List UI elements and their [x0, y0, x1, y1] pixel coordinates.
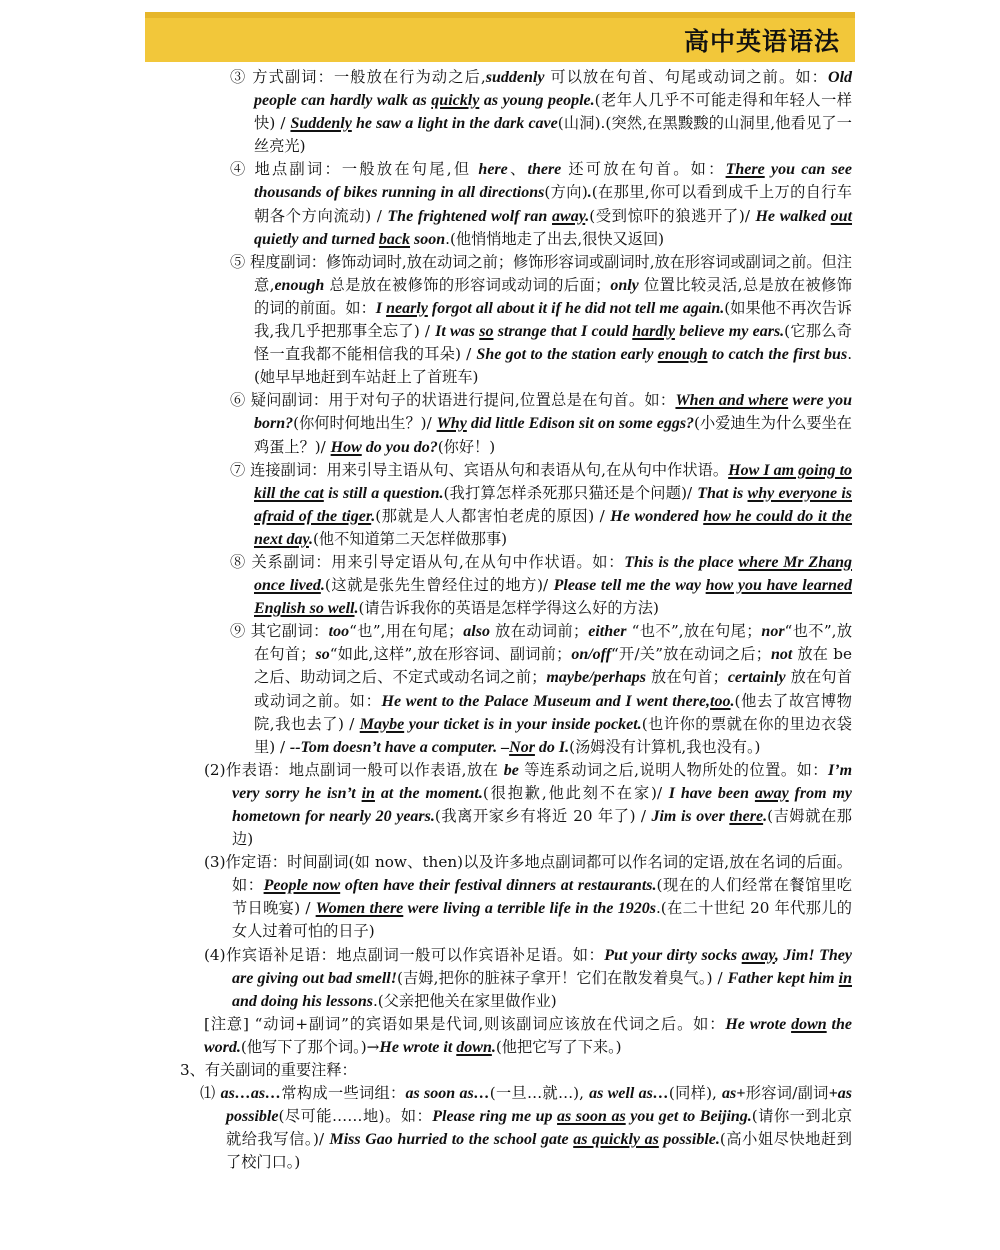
header-shade — [145, 12, 855, 18]
paragraph-as-as-phrases: ⑴ as…as…常构成一些词组：as soon as…(一旦…就…), as well as…(同样), as+形容词/副词+as possible(尽可能……地)。如：Please ring me up as soon as you get to Beijing.(请你一到北京就给我写信。)/ Miss Gao hurried to the school gate as quickly as possible.(高小姐尽快地赶到了校门口。) — [200, 1084, 853, 1172]
note-paragraph: [注意] “动词+副词”的宾语如果是代词,则该副词应该放在代词之后。如：He wrote down the word.(他写下了那个词。)→He wrote it down.(他把它写了下来。) — [204, 1014, 853, 1056]
section-predicative: (2)作表语：地点副词一般可以作表语,放在 be 等连系动词之后,说明人物所处的位置。如：I’m very sorry he isn’t in at the moment.(很抱歉,他此刻不在家)/ I have been away from my hometown for nearly 20 years.(我离开家乡有将近 20 年了) / Jim is over there.(吉姆就在那边) — [204, 760, 853, 849]
document-body — [180, 66, 852, 1175]
paragraph-place-adverbs: ④ 地点副词：一般放在句尾,但 here、there 还可放在句首。如：There you can see thousands of bikes running in all directions(方向).(在那里,你可以看到成千上万的自行车朝各个方向流动) / The frightened wolf ran away.(受到惊吓的狼逃开了)/ He walked out quietly and turned back soon.(他悄悄地走了出去,很快又返回) — [230, 160, 853, 248]
paragraph-interrogative-adverbs: ⑥ 疑问副词：用于对句子的状语进行提问,位置总是在句首。如：When and where were you born?(你何时何地出生？)/ Why did little Edison sit on some eggs?(小爱迪生为什么要坐在鸡蛋上？)/ How do you do?(你好！) — [230, 391, 852, 456]
paragraph-degree-adverbs: ⑤ 程度副词：修饰动词时,放在动词之前；修饰形容词或副词时,放在形容词或副词之前。但注意,enough 总是放在被修饰的形容词或动词的后面；only 位置比较灵活,总是放在被修饰的词的前面。如：I nearly forgot all about it if he did not tell me again.(如果他不再次告诉我,我几乎把那事全忘了) / It was so strange that I could hardly believe my ears.(它那么奇怪一直我都不能相信我的耳朵) / She got to the station early enough to catch the first bus.(她早早地赶到车站赶上了首班车) — [230, 252, 853, 387]
section-attributive: (3)作定语：时间副词(如 now、then)以及许多地点副词都可以作名词的定语,放在名词的后面。如：People now often have their festival dinners at restaurants.(现在的人们经常在餐馆里吃节日晚宴) / Women there were living a terrible life in the 1920s.(在二十世纪 20 年代那儿的女人过着可怕的日子) — [204, 853, 852, 941]
paragraph-other-adverbs: ⑨ 其它副词：too“也”,用在句尾；also 放在动词前；either “也不”,放在句尾；nor“也不”,放在句首；so“如此,这样”,放在形容词、副词前；on/off“开/关”放在动词之后；not 放在 be 之后、助动词之后、不定式或动名词之前；maybe/perhaps 放在句首；certainly 放在句首或动词之前。如：He went to the Palace Museum and I went there,too.(他去了故宫博物院,我也去了) / Maybe your ticket is in your inside pocket.(也许你的票就在你的里边衣袋里) / --Tom doesn’t have a computer. –Nor do I.(汤姆没有计算机,我也没有。) — [230, 622, 853, 756]
paragraph-manner-adverbs: ③ 方式副词：一般放在行为动之后,suddenly 可以放在句首、句尾或动词之前。如：Old people can hardly walk as quickly as young people.(老年人几乎不可能走得和年轻人一样快) / Suddenly he saw a light in the dark cave(山洞).(突然,在黑黢黢的山洞里,他看见了一丝亮光) — [230, 68, 853, 156]
page-title: 高中英语语法 — [683, 27, 840, 56]
paragraph-relative-adverbs: ⑧ 关系副词：用来引导定语从句,在从句中作状语。如：This is the place where Mr Zhang once lived.(这就是张先生曾经住过的地方)/ Please tell me the way how you have learned English so well.(请告诉我你的英语是怎样学得这么好的方法) — [230, 552, 853, 618]
paragraph-conjunctive-adverbs: ⑦ 连接副词：用来引导主语从句、宾语从句和表语从句,在从句中作状语。How I am going to kill the cat is still a question.(我打算怎样杀死那只猫还是个问题)/ That is why everyone is afraid of the tiger.(那就是人人都害怕老虎的原因) / He wondered how he could do it the next day.(他不知道第二天怎样做那事) — [230, 460, 853, 548]
section-object-complement: (4)作宾语补足语：地点副词一般可以作宾语补足语。如：Put your dirty socks away, Jim! They are giving out bad smell!(吉姆,把你的脏袜子拿开！它们在散发着臭气。) / Father kept him in and doing his lessons.(父亲把他关在家里做作业) — [204, 945, 852, 1010]
section-heading-notes: 3、有关副词的重要注释： — [180, 1061, 357, 1080]
